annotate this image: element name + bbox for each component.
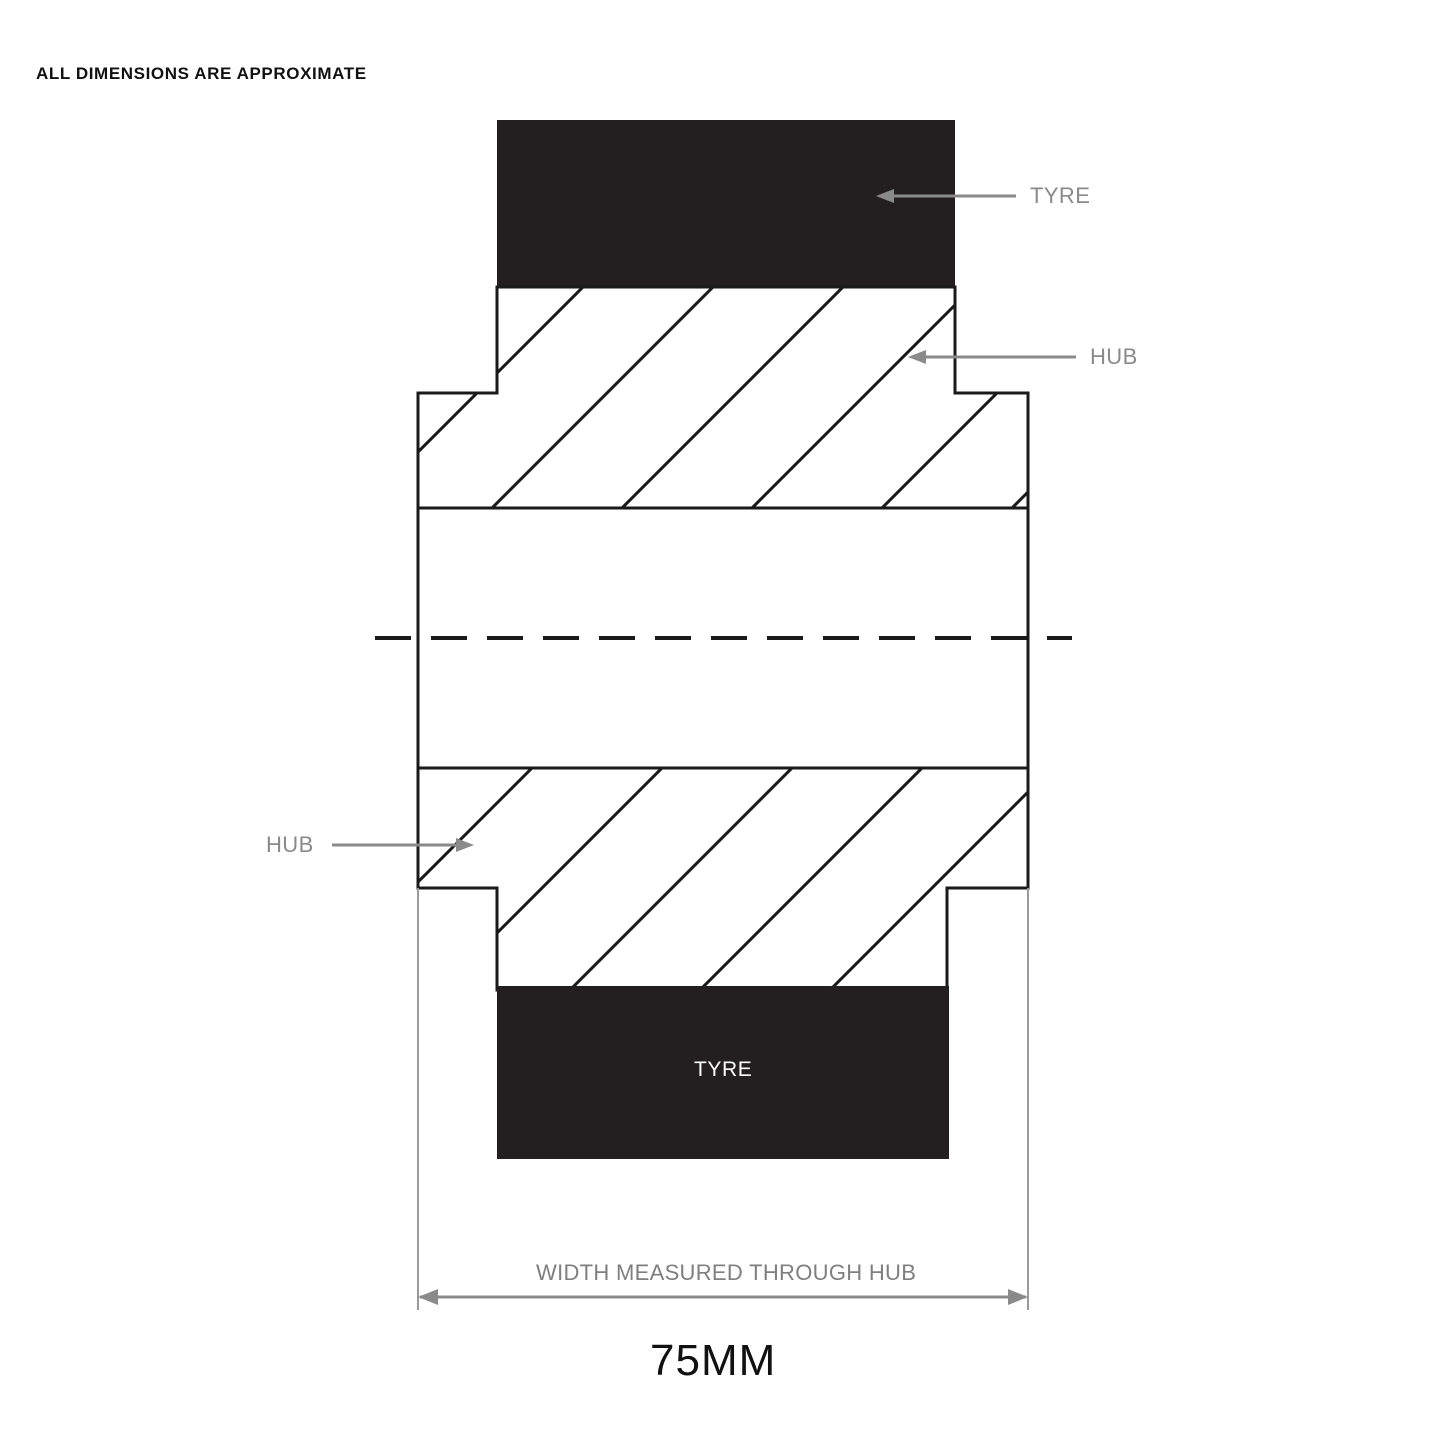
double-arrow-horizontal-icon-left: [418, 1289, 438, 1305]
label-tyre-top: TYRE: [1030, 183, 1091, 208]
dimension-value: 75MM: [650, 1336, 777, 1385]
dimension-caption: WIDTH MEASURED THROUGH HUB: [536, 1260, 917, 1285]
label-hub-left: HUB: [266, 832, 314, 857]
label-hub-right: HUB: [1090, 344, 1138, 369]
hub-bottom-outline: [418, 768, 1028, 990]
tyre-top-block: [497, 120, 955, 287]
double-arrow-horizontal-icon-right: [1008, 1289, 1028, 1305]
approximate-dimensions-note: ALL DIMENSIONS ARE APPROXIMATE: [36, 64, 367, 83]
hub-top-outline: [418, 287, 1028, 508]
label-tyre-bottom: TYRE: [694, 1058, 753, 1081]
